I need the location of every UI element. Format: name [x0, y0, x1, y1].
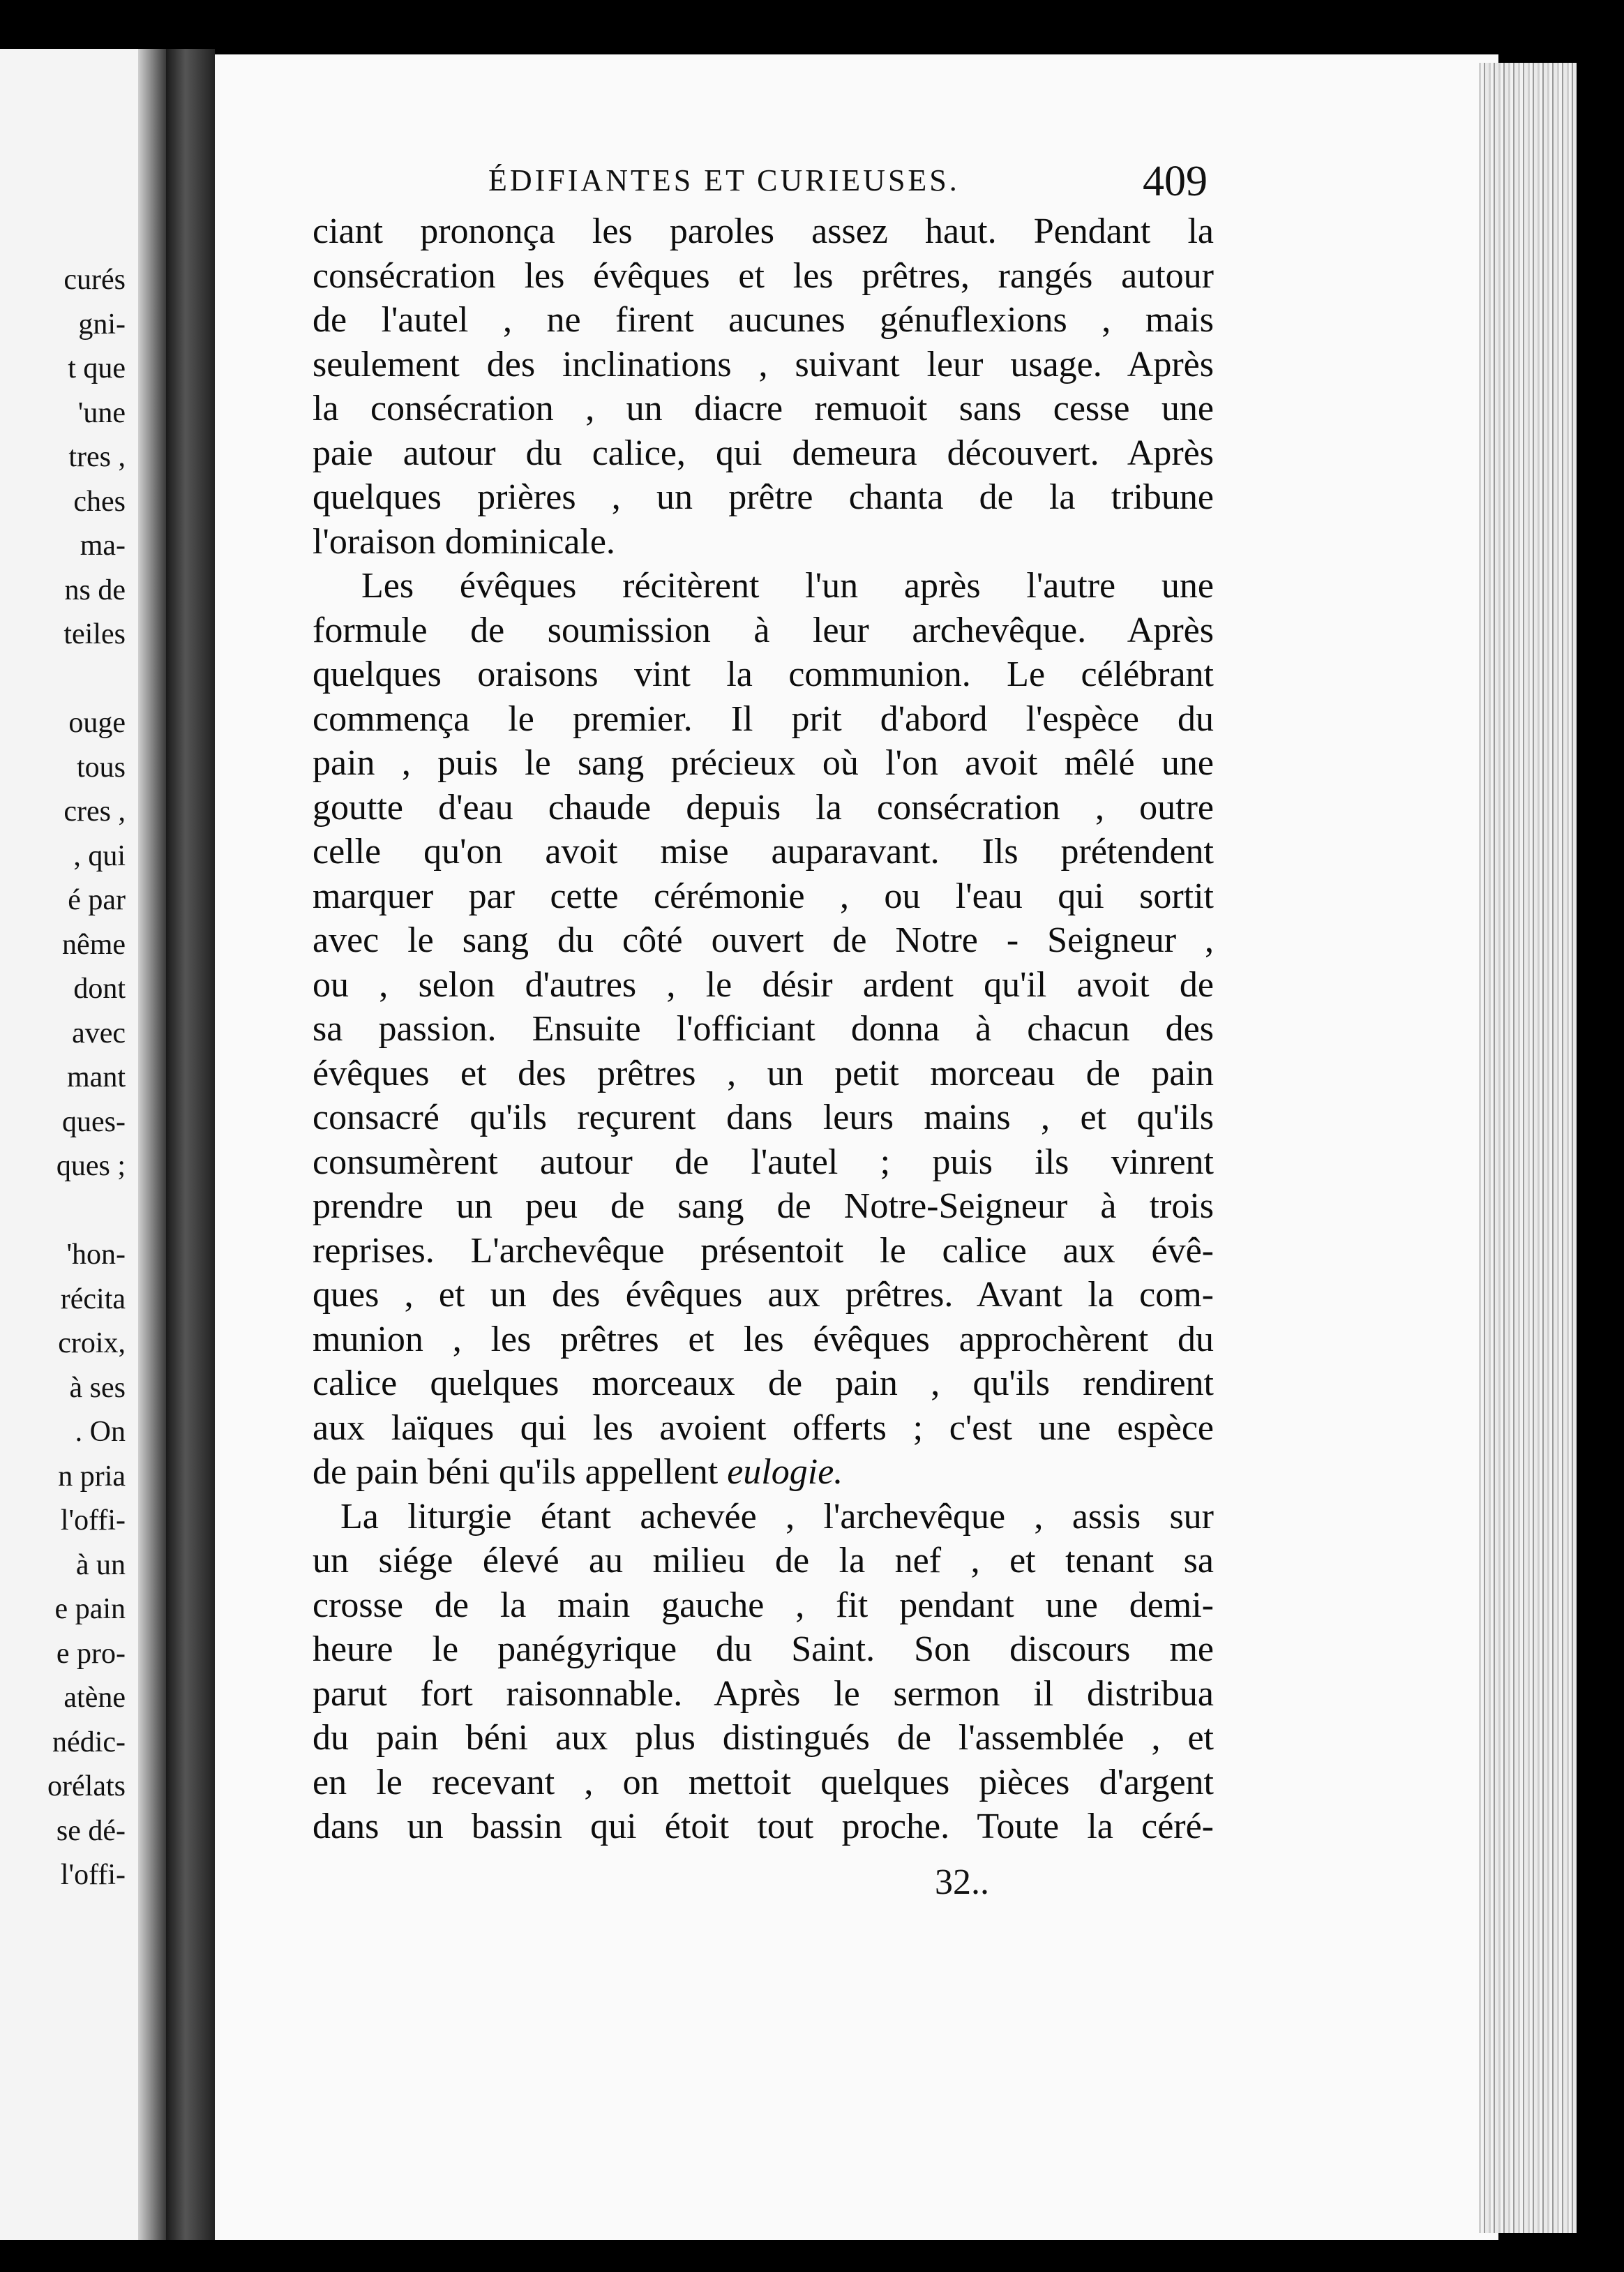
text-line-start: de pain béni qu'ils appellent — [313, 1452, 728, 1492]
text-line: marquer par cette cérémonie , ou l'eau qui sortit — [313, 876, 1214, 916]
left-page-line: nême — [62, 928, 126, 961]
left-page-line: à un — [75, 1548, 126, 1581]
scan-right-border — [1577, 56, 1624, 2272]
left-page-line: ques ; — [56, 1150, 126, 1182]
text-line-with-italic — [313, 1450, 1214, 1495]
left-page-line: récita — [60, 1283, 126, 1315]
left-page-line: gni- — [78, 308, 126, 341]
text-line: parut fort raisonnable. Après le sermon il distribua — [313, 1673, 1214, 1714]
text-line: dans un bassin qui étoit tout proche. Toute la céré- — [313, 1807, 1214, 1846]
text-line: aux laïques qui les avoient offerts ; c'est une espèce — [313, 1407, 1214, 1448]
text-line: heure le panégyrique du Saint. Son discours me — [313, 1629, 1214, 1669]
left-page-line: tres , — [68, 441, 126, 473]
paragraph-start-line: La liturgie étant achevée , l'archevêque , assis sur — [340, 1496, 1214, 1537]
page-header — [488, 157, 1256, 213]
left-page-line — [0, 1189, 126, 1234]
left-page-line — [0, 657, 126, 702]
text-line: quelques prières , un prêtre chanta de la tribune — [313, 477, 1214, 517]
left-page-line: nédic- — [52, 1726, 126, 1758]
left-page-line: teiles — [63, 618, 126, 650]
left-page-line: curés — [63, 264, 126, 296]
text-line: celle qu'on avoit mise auparavant. Ils prétendent — [313, 832, 1214, 872]
book-binding — [166, 49, 215, 2240]
left-page-line: é par — [68, 884, 126, 916]
left-page-line: ns de — [64, 574, 126, 606]
left-page-line: e pro- — [56, 1637, 126, 1670]
scan-bottom-border — [0, 2240, 1624, 2272]
left-page-line: atène — [63, 1682, 126, 1714]
text-line: calice quelques morceaux de pain , qu'ils rendirent — [313, 1363, 1214, 1403]
left-page-line: mant — [67, 1061, 126, 1093]
text-line: l'oraison dominicale. — [313, 521, 615, 562]
running-head: ÉDIFIANTES ET CURIEUSES. — [488, 163, 960, 197]
left-page-line: tous — [76, 751, 126, 784]
left-page-line: orélats — [47, 1770, 126, 1802]
left-page-line: ouge — [68, 707, 126, 739]
text-line: ques , et un des évêques aux prêtres. Avant la com- — [313, 1275, 1214, 1315]
left-page-line: e pain — [54, 1593, 126, 1625]
text-line: consécration les évêques et les prêtres, rangés autour — [313, 255, 1214, 296]
left-page-line: cres , — [63, 795, 126, 828]
left-page-line: dont — [73, 973, 126, 1005]
gutter-shadow — [138, 49, 166, 2240]
page-number: 409 — [1143, 158, 1208, 205]
text-line: consacré qu'ils reçurent dans leurs mains , et qu'ils — [313, 1098, 1214, 1137]
text-line: consumèrent autour de l'autel ; puis ils vinrent — [313, 1142, 1214, 1182]
left-page-line: l'offi- — [60, 1504, 126, 1537]
text-line: la consécration , un diacre remuoit sans cesse une — [313, 389, 1214, 428]
body-text — [313, 209, 1214, 1849]
left-page-line: ches — [73, 485, 126, 518]
italic-term: eulogie. — [727, 1452, 843, 1492]
text-line: en le recevant , on mettoit quelques pièces d'argent — [313, 1762, 1214, 1802]
text-line: de l'autel , ne firent aucunes génuflexions , mais — [313, 300, 1214, 340]
paragraph-start-line: Les évêques récitèrent l'un après l'autre une — [361, 566, 1214, 606]
left-page-line: 'une — [77, 396, 126, 429]
left-facing-page — [0, 49, 166, 2240]
text-line: évêques et des prêtres , un petit morceau de pain — [313, 1053, 1214, 1093]
text-line: paie autour du calice, qui demeura découvert. Après — [313, 433, 1214, 473]
text-line: prendre un peu de sang de Notre-Seigneur à trois — [313, 1186, 1214, 1226]
text-line: ciant prononça les paroles assez haut. Pendant la — [313, 211, 1214, 251]
left-page-line: l'offi- — [60, 1859, 126, 1891]
left-page-line: n pria — [58, 1460, 126, 1493]
left-page-line: . On — [75, 1416, 126, 1448]
left-page-line: , qui — [73, 839, 126, 872]
text-line: commença le premier. Il prit d'abord l'espèce du — [313, 698, 1214, 739]
left-page-line: 'hon- — [66, 1239, 126, 1271]
text-line: pain , puis le sang précieux où l'on avoit mêlé une — [313, 743, 1214, 783]
left-page-line: ques- — [62, 1105, 126, 1138]
text-line: sa passion. Ensuite l'officiant donna à chacun des — [313, 1009, 1214, 1049]
text-line: avec le sang du côté ouvert de Notre - Seigneur , — [313, 920, 1214, 960]
scan-top-border — [0, 0, 1624, 49]
text-line: seulement des inclinations , suivant leur usage. Après — [313, 344, 1214, 384]
left-page-line: ma- — [80, 530, 126, 562]
left-page-line: avec — [72, 1017, 126, 1049]
text-line: ou , selon d'autres , le désir ardent qu'il avoit de — [313, 964, 1214, 1005]
left-page-line: se dé- — [56, 1814, 126, 1847]
page-edges — [1479, 63, 1577, 2233]
text-line: munion , les prêtres et les évêques approchèrent du — [313, 1319, 1214, 1359]
text-line: un siége élevé au milieu de la nef , et tenant sa — [313, 1541, 1214, 1580]
left-page-line: à ses — [69, 1371, 126, 1404]
text-line: crosse de la main gauche , fit pendant une demi- — [313, 1585, 1214, 1625]
left-page-line: t que — [68, 352, 126, 384]
text-line: formule de soumission à leur archevêque. Après — [313, 610, 1214, 650]
signature-mark: 32.. — [935, 1862, 989, 1902]
left-page-text — [0, 258, 126, 1898]
text-line: reprises. L'archevêque présentoit le calice aux évê- — [313, 1230, 1214, 1271]
text-line: goutte d'eau chaude depuis la consécration , outre — [313, 787, 1214, 828]
text-line: quelques oraisons vint la communion. Le célébrant — [313, 655, 1214, 694]
text-line: du pain béni aux plus distingués de l'assemblée , et — [313, 1718, 1214, 1758]
left-page-line: croix, — [58, 1327, 126, 1359]
